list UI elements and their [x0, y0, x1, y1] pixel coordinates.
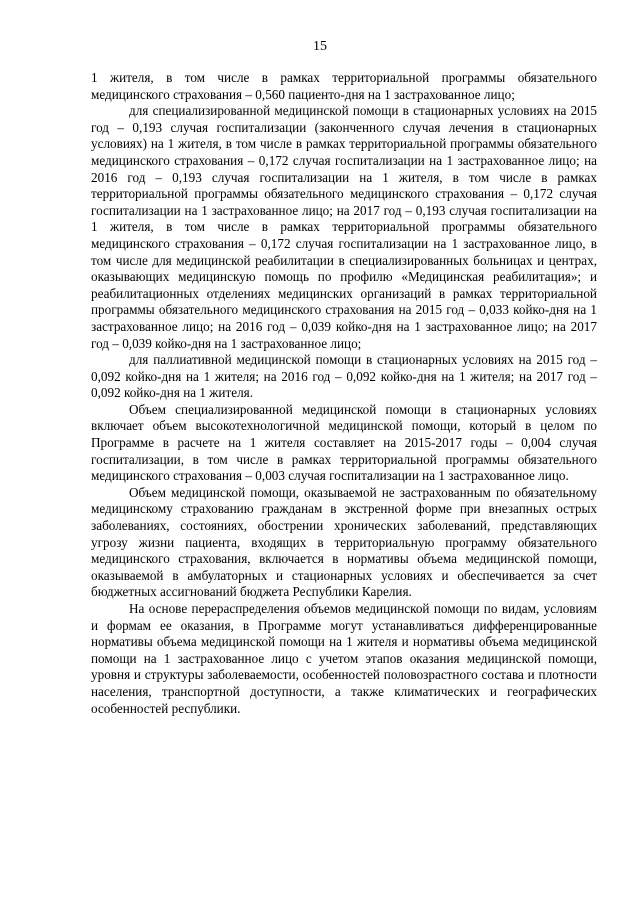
paragraph-high-tech-care: Объем специализированной медицинской помощи в стационарных условиях включает объем высокотехнологичной медицинской помощи, который в целом по Программе в расчете на 1 жителя составляет на 2015-2017 годы – 0,004 случая госпитализации, в том числе в рамках территориальной программы обязательного медицинского страхования – 0,003 случая госпитализации на 1 застрахованное лицо.	[91, 401, 597, 484]
paragraph-continuation: 1 жителя, в том числе в рамках территориальной программы обязательного медицинского страхования – 0,560 пациенто-дня на 1 застрахованное лицо;	[91, 70, 597, 102]
paragraph-specialized-care: для специализированной медицинской помощи в стационарных условиях на 2015 год – 0,193 случая госпитализации (законченного случая лечения в стационарных условиях) на 1 жителя, в том числе в рамках территориальной программы обязательного медицинского страхования – 0,172 случая госпитализации на 1 застрахованное лицо; на 2016 год – 0,193 случая госпитализации на 1 жителя, в том числе в рамках территориальной программы обязательного медицинского страхования – 0,172 случая госпитализации на 1 застрахованное лицо; на 2017 год – 0,193 случая госпитализации на 1 жителя, в том числе в рамках территориальной программы обязательного медицинского страхования – 0,172 случая госпитализации на 1 застрахованное лицо, в том числе для медицинской реабилитации в специализированных больницах и центрах, оказывающих медицинскую помощь по профилю «Медицинская реабилитация»; и реабилитационных отделениях медицинских организаций в рамках территориальной программы обязательного медицинского страхования на 2015 год – 0,033 койко-дня на 1 застрахованное лицо; на 2016 год – 0,039 койко-дня на 1 застрахованное лицо; на 2017 год – 0,039 койко-дня на 1 застрахованное лицо;	[91, 103, 597, 351]
document-body	[91, 70, 597, 717]
page-number: 15	[313, 39, 327, 54]
paragraph-palliative-care: для паллиативной медицинской помощи в стационарных условиях на 2015 год – 0,092 койко-дня на 1 жителя; на 2016 год – 0,092 койко-дня на 1 жителя; на 2017 год – 0,092 койко-дня на 1 жителя.	[91, 352, 597, 401]
paragraph-uninsured-care: Объем медицинской помощи, оказываемой не застрахованным по обязательному медицинскому страхованию гражданам в экстренной форме при внезапных острых заболеваниях, состояниях, обострении хронических заболеваний, представляющих угрозу жизни пациента, входящих в территориальную программу обязательного медицинского страхования, включается в нормативы объема медицинской помощи, оказываемой в амбулаторных и стационарных условиях и обеспечивается за счет бюджетных ассигнований бюджета Республики Карелия.	[91, 484, 597, 600]
paragraph-redistribution: На основе перераспределения объемов медицинской помощи по видам, условиям и формам ее оказания, в Программе могут устанавливаться дифференцированные нормативы объема медицинской помощи на 1 жителя и нормативы объема медицинской помощи на 1 застрахованное лицо с учетом этапов оказания медицинской помощи, уровня и структуры заболеваемости, особенностей половозрастного состава и плотности населения, транспортной доступности, а также климатических и географических особенностей республики.	[91, 601, 597, 716]
